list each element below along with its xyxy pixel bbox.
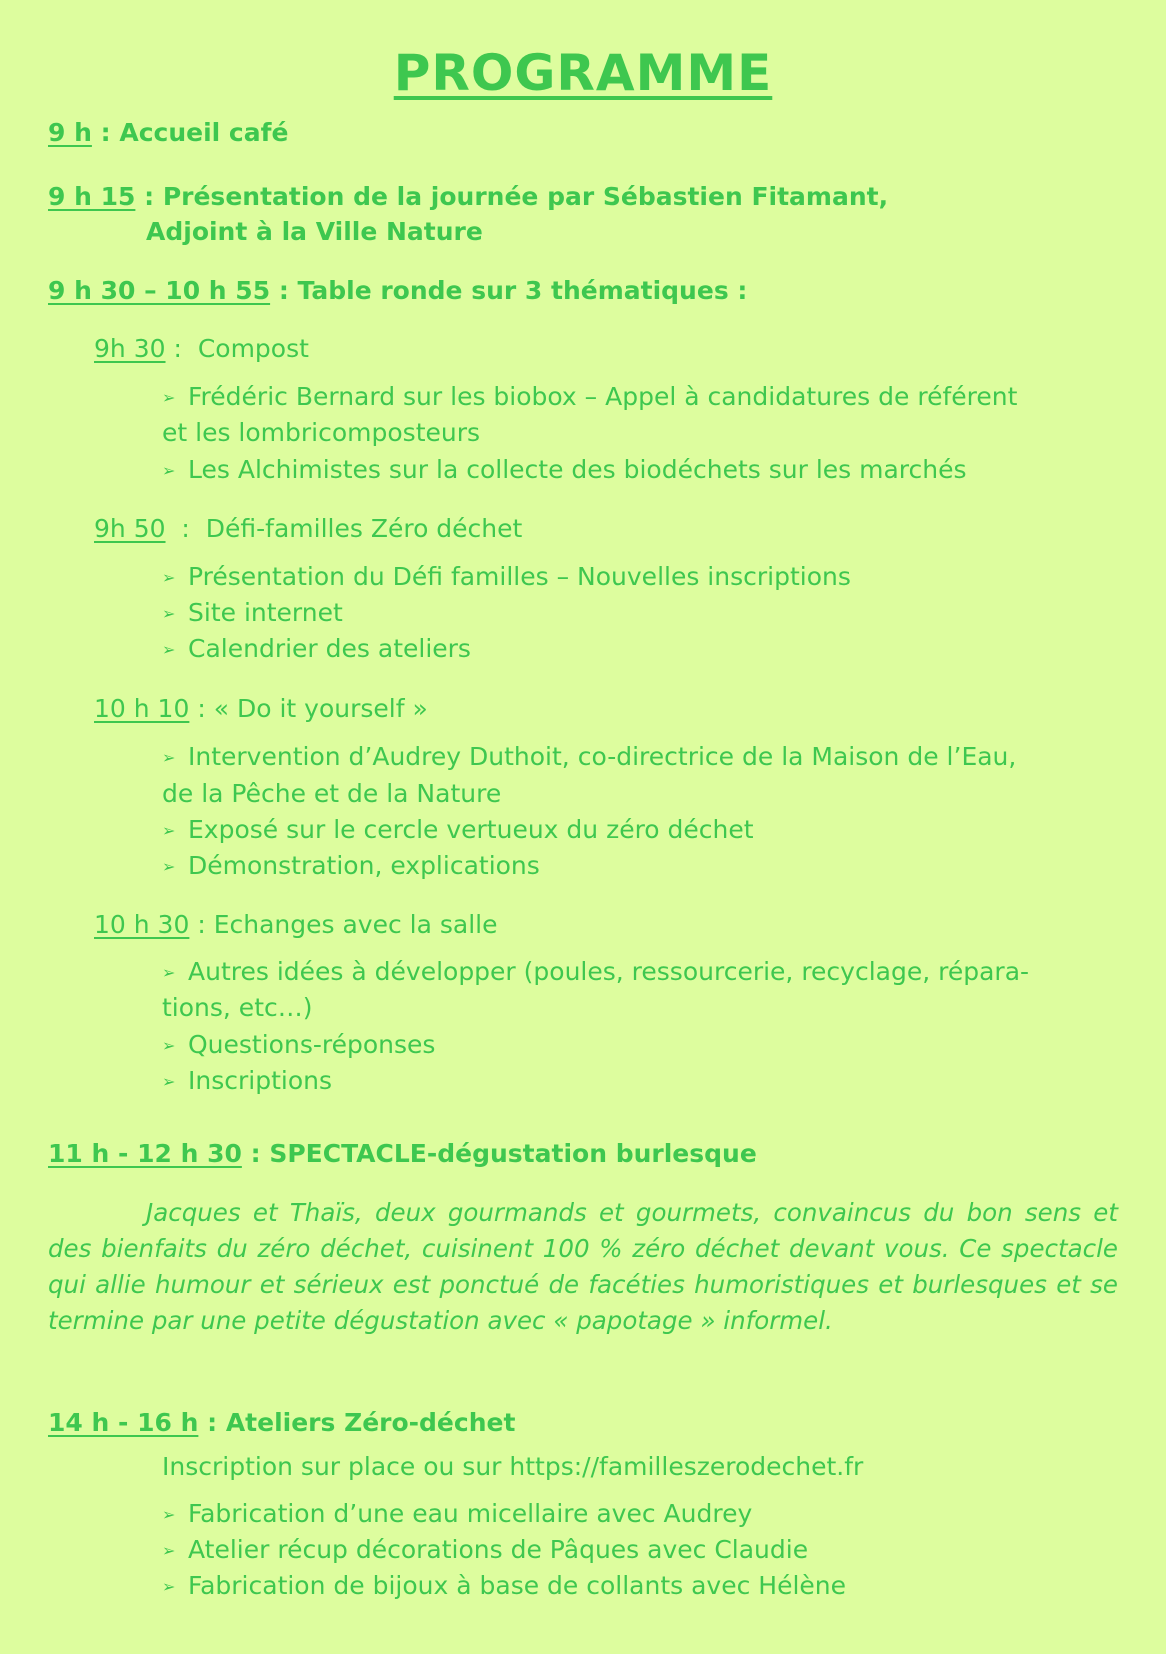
arrow-bullet-icon: ➢ <box>162 568 176 587</box>
colon: : <box>207 1408 218 1437</box>
colon: : <box>100 118 111 147</box>
list-item-text: Questions-réponses <box>188 1030 436 1059</box>
list-item-text: Démonstration, explications <box>188 851 540 880</box>
list-item <box>162 1030 435 1059</box>
presentation-line <box>48 182 888 211</box>
list-item-text: Calendrier des ateliers <box>188 634 471 663</box>
list-item-continuation: tions, etc…) <box>162 993 313 1022</box>
list-item <box>162 598 343 627</box>
list-item <box>162 562 851 591</box>
list-item-continuation: et les lombricomposteurs <box>162 418 481 447</box>
echanges-time: 10 h 30 <box>94 910 190 939</box>
list-item <box>162 1571 846 1600</box>
arrow-bullet-icon: ➢ <box>162 857 176 876</box>
arrow-bullet-icon: ➢ <box>162 604 176 623</box>
arrow-bullet-icon: ➢ <box>162 1541 176 1560</box>
list-item-text: Exposé sur le cercle vertueux du zéro déchet <box>188 815 754 844</box>
list-item <box>162 742 1016 771</box>
compost-heading <box>94 334 309 363</box>
list-item-text: Les Alchimistes sur la collecte des biodéchets sur les marchés <box>188 455 967 484</box>
colon: : <box>173 334 182 363</box>
table-ronde-time: 9 h 30 – 10 h 55 <box>48 276 271 305</box>
list-item-text: Fabrication de bijoux à base de collants avec Hélène <box>188 1571 847 1600</box>
list-item <box>162 815 754 844</box>
arrow-bullet-icon: ➢ <box>162 963 176 982</box>
list-item <box>162 634 471 663</box>
list-item-text: Autres idées à développer (poules, ressourcerie, recyclage, répara- <box>188 957 1030 986</box>
list-item-text: Inscriptions <box>188 1066 332 1095</box>
list-item <box>162 957 1029 986</box>
diy-label: « Do it yourself » <box>213 694 428 723</box>
list-item <box>162 851 540 880</box>
colon: : <box>278 276 289 305</box>
presentation-label-2: Adjoint à la Ville Nature <box>146 217 483 246</box>
arrow-bullet-icon: ➢ <box>162 1577 176 1596</box>
compost-time: 9h 30 <box>94 334 166 363</box>
compost-label: Compost <box>197 334 309 363</box>
arrow-bullet-icon: ➢ <box>162 388 176 407</box>
colon: : <box>144 182 155 211</box>
colon: : <box>181 514 190 543</box>
list-item <box>162 382 1017 411</box>
ateliers-label: Ateliers Zéro-déchet <box>225 1408 516 1437</box>
echanges-heading <box>94 910 498 939</box>
list-item <box>162 455 967 484</box>
list-item-text: Site internet <box>188 598 343 627</box>
list-item-text: Fabrication d’une eau micellaire avec Audrey <box>188 1499 753 1528</box>
colon: : <box>250 1139 261 1168</box>
echanges-label: Echanges avec la salle <box>213 910 498 939</box>
arrow-bullet-icon: ➢ <box>162 640 176 659</box>
presentation-label: Présentation de la journée par Sébastien Fitamant, <box>162 182 889 211</box>
accueil-label: Accueil café <box>119 118 289 147</box>
spectacle-label: SPECTACLE-dégustation burlesque <box>269 1139 757 1168</box>
list-item <box>162 1535 808 1564</box>
spectacle-time: 11 h - 12 h 30 <box>48 1139 242 1168</box>
diy-heading <box>94 694 428 723</box>
accueil-time: 9 h <box>48 118 92 147</box>
ateliers-inscription: Inscription sur place ou sur https://familleszerodechet.fr <box>162 1452 864 1481</box>
diy-time: 10 h 10 <box>94 694 190 723</box>
accueil-line <box>48 118 288 147</box>
arrow-bullet-icon: ➢ <box>162 1036 176 1055</box>
arrow-bullet-icon: ➢ <box>162 1505 176 1524</box>
list-item-continuation: de la Pêche et de la Nature <box>162 779 502 808</box>
spectacle-line <box>48 1139 757 1168</box>
ateliers-line <box>48 1408 515 1437</box>
list-item-text: Frédéric Bernard sur les biobox – Appel à candidatures de référent <box>188 382 1018 411</box>
arrow-bullet-icon: ➢ <box>162 821 176 840</box>
colon: : <box>197 910 206 939</box>
list-item <box>162 1499 752 1528</box>
page-title: PROGRAMME <box>393 44 773 102</box>
arrow-bullet-icon: ➢ <box>162 461 176 480</box>
list-item <box>162 1066 332 1095</box>
defi-heading <box>94 514 522 543</box>
ateliers-time: 14 h - 16 h <box>48 1408 199 1437</box>
presentation-time: 9 h 15 <box>48 182 136 211</box>
defi-label: Défi-familles Zéro déchet <box>205 514 523 543</box>
table-ronde-line <box>48 276 747 305</box>
arrow-bullet-icon: ➢ <box>162 1072 176 1091</box>
spectacle-description: Jacques et Thaïs, deux gourmands et gourmets, convaincus du bon sens et des bienfaits du zéro déchet, cuisinent 100 % zéro déchet devant vous. Ce spectacle qui allie humour et sérieux est ponctué de facéties humoristiques et burlesques et se termine par une petite dégustation avec « papotage » informel. <box>48 1198 1118 1335</box>
colon: : <box>197 694 206 723</box>
list-item-text: Présentation du Défi familles – Nouvelles inscriptions <box>188 562 851 591</box>
defi-time: 9h 50 <box>94 514 166 543</box>
table-ronde-label: Table ronde sur 3 thématiques : <box>297 276 748 305</box>
arrow-bullet-icon: ➢ <box>162 748 176 767</box>
list-item-text: Intervention d’Audrey Duthoit, co-directrice de la Maison de l’Eau, <box>188 742 1017 771</box>
list-item-text: Atelier récup décorations de Pâques avec Claudie <box>188 1535 809 1564</box>
